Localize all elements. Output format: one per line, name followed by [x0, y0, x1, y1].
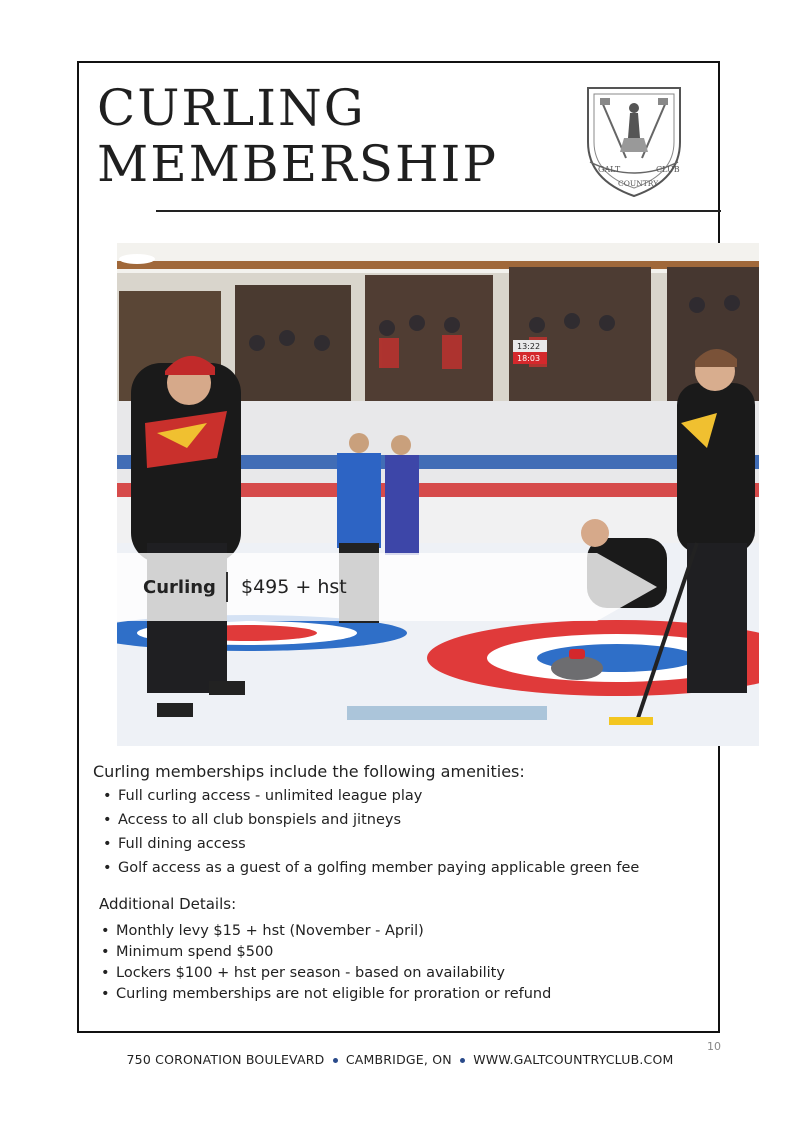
list-item: • Curling memberships are not eligible for proration or refund [101, 986, 552, 1002]
bullet-icon: • [103, 788, 112, 804]
list-item: • Full curling access - unlimited league play [103, 788, 423, 804]
list-item: • Access to all club bonspiels and jitneys [103, 812, 402, 828]
membership-type-label: Curling [143, 577, 216, 598]
amenities-list [103, 786, 639, 882]
scoreboard-top: 13:22 [517, 342, 541, 351]
bullet-icon: • [103, 860, 112, 876]
list-item: • Lockers $100 + hst per season - based on availability [101, 965, 505, 981]
crest-word-country: COUNTRY [618, 179, 659, 188]
list-item: • Minimum spend $500 [101, 944, 274, 960]
bullet-icon: • [101, 986, 110, 1002]
crest-word-club: CLUB [656, 165, 680, 174]
footer-website[interactable]: WWW.GALTCOUNTRYCLUB.COM [473, 1052, 674, 1067]
list-item: • Full dining access [103, 836, 246, 852]
title-line-2: MEMBERSHIP [97, 135, 499, 193]
details-list [101, 921, 551, 1005]
bullet-icon: • [101, 923, 110, 939]
scoreboard-bottom: 18:03 [517, 354, 541, 363]
bullet-icon: • [103, 836, 112, 852]
club-crest-logo [580, 80, 688, 200]
amenities-intro: Curling memberships include the following amenities: [93, 762, 525, 781]
page-title [97, 80, 498, 192]
title-line-1: CURLING [97, 79, 366, 137]
details-heading: Additional Details: [99, 895, 237, 913]
page-number: 10 [707, 1040, 721, 1053]
list-item: • Golf access as a guest of a golfing member paying applicable green fee [103, 860, 640, 876]
dot-separator-icon [333, 1058, 338, 1063]
footer [0, 1052, 800, 1067]
title-rule [156, 210, 721, 212]
curling-photo [117, 243, 759, 746]
membership-price: $495 + hst [241, 576, 347, 598]
footer-address: 750 CORONATION BOULEVARD [126, 1052, 325, 1067]
price-divider [226, 572, 228, 602]
list-item: • Monthly levy $15 + hst (November - April) [101, 923, 424, 939]
crest-word-galt: GALT [598, 165, 621, 174]
bullet-icon: • [101, 965, 110, 981]
dot-separator-icon [460, 1058, 465, 1063]
bullet-icon: • [101, 944, 110, 960]
price-banner [117, 553, 657, 621]
footer-city: CAMBRIDGE, ON [345, 1052, 452, 1067]
bullet-icon: • [103, 812, 112, 828]
